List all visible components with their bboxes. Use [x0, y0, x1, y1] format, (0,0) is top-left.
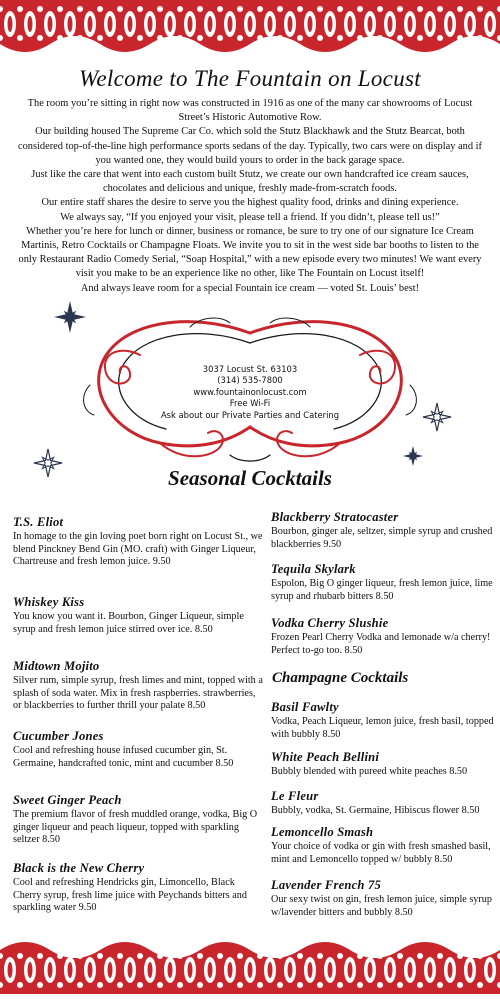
menu-item-name: Black is the New Cherry: [13, 861, 145, 875]
menu-item-description: Our sexy twist on gin, fresh lemon juice, simple syrup w/lavender bitters and bubbly 8.50: [271, 894, 492, 918]
intro-paragraph: Our building housed The Supreme Car Co. which sold the Stutz Blackhawk and the Stutz Bearcat, both considered top-of-the-line high performance sports sedans of the day. Typically, two cars were on display and if you wanted one, they would build yours to order in the back garage space.: [17, 126, 482, 166]
wifi-note: Free Wi-Fi: [229, 398, 271, 409]
menu-item: [13, 793, 263, 847]
menu-item-name: White Peach Bellini: [271, 750, 380, 764]
menu-item-description: Bubbly blended with pureed white peaches 8.50: [271, 766, 468, 777]
intro-paragraph: Our entire staff shares the desire to serve you the highest quality food, drinks and dining experience.: [41, 197, 459, 209]
menu-item: [271, 878, 496, 919]
intro-paragraph: Whether you’re here for lunch or dinner, business or romance, be sure to try one of our signature Ice Cream Martinis, Retro Cocktails or Champagne Floats. We invite you to sit in the west side bar booths to listen to the only Restaurant Radio Comedy Serial, “Soap Hospital,” with a new episode every two minutes! We want every visit you make to be an experience like no other, like The Fountain on Locust itself!: [18, 225, 482, 280]
menu-item-description: The premium flavor of fresh muddled orange, vodka, Big O ginger liqueur and peach liqueur, topped with sparkling seltzer 8.50: [13, 809, 258, 846]
private-parties-note: Ask about our Private Parties and Catering: [160, 409, 340, 420]
menu-item-description: You know you want it. Bourbon, Ginger Liqueur, simple syrup and fresh lemon juice stirred over ice. 8.50: [13, 611, 244, 635]
champagne-cocktails-heading: Champagne Cocktails: [272, 670, 409, 686]
menu-item-name: Basil Fawlty: [271, 700, 339, 714]
page-title: Welcome to The Fountain on Locust: [79, 66, 421, 91]
menu-item: [13, 515, 263, 569]
menu-item-description: Espolon, Big O ginger liqueur, fresh lemon juice, lime syrup and rhubarb bitters 8.50: [271, 578, 493, 602]
top-decorative-border: [0, 0, 500, 52]
menu-item-description: Vodka, Peach Liqueur, lemon juice, fresh basil, topped with bubbly 8.50: [271, 716, 494, 740]
website-link[interactable]: www.fountainonlocust.com: [193, 386, 307, 397]
intro-paragraph: The room you’re sitting in right now was constructed in 1916 as one of the many car showrooms of Locust Street’s Historic Automotive Row.: [27, 98, 473, 124]
menu-item-name: Lemoncello Smash: [271, 825, 374, 839]
menu-item-name: Blackberry Stratocaster: [271, 510, 399, 524]
menu-item-description: Bubbly, vodka, St. Germaine, Hibiscus flower 8.50: [271, 805, 480, 816]
menu-item-name: Midtown Mojito: [13, 659, 100, 673]
intro-paragraph: And always leave room for a special Fountain ice cream — voted St. Louis’ best!: [80, 282, 420, 294]
compass-star-icon: [422, 402, 452, 432]
menu-item-description: Silver rum, simple syrup, fresh limes and mint, topped with a splash of soda water. Mix in fresh raspberries. strawberries, or blackberries to further thrill your palate 8.50: [13, 675, 263, 712]
menu-item-name: Lavender French 75: [271, 878, 381, 892]
lattice-pattern: [0, 942, 500, 994]
seasonal-cocktails-heading: Seasonal Cocktails: [168, 466, 332, 490]
menu-item: [271, 562, 496, 603]
menu-item: [271, 789, 479, 818]
bottom-decorative-border: [0, 942, 500, 994]
menu-item: [271, 616, 496, 657]
menu-item: [271, 825, 496, 866]
intro-paragraph: Just like the care that went into each custom built Stutz, we create our own handcrafted ice cream sauces, chocolates and delicious and unique, freshly made-from-scratch foods.: [31, 169, 469, 195]
menu-item: [271, 510, 496, 551]
lattice-pattern: [0, 0, 500, 52]
menu-item: [13, 729, 263, 770]
menu-item-description: Cool and refreshing house infused cucumber gin, St. Germaine, handcrafted tonic, mint and cucumber 8.50: [13, 745, 234, 769]
menu-item-description: Cool and refreshing Hendricks gin, Limoncello, Black Cherry syrup, fresh lime juice with Peychands bitters and sparkling water 9.50: [13, 877, 247, 914]
menu-item-name: T.S. Eliot: [13, 515, 64, 529]
menu-item-name: Whiskey Kiss: [13, 595, 85, 609]
menu-item: [13, 861, 263, 915]
phone-number: (314) 535-7800: [217, 375, 283, 386]
menu-item-name: Tequila Skylark: [271, 562, 356, 576]
menu-item-name: Sweet Ginger Peach: [13, 793, 122, 807]
menu-item-description: Frozen Pearl Cherry Vodka and lemonade w/a cherry! Perfect to-go too. 8.50: [271, 632, 491, 656]
menu-item-name: Cucumber Jones: [13, 729, 104, 743]
contact-block: [155, 364, 345, 421]
menu-item: [271, 750, 467, 779]
menu-item-name: Le Fleur: [271, 789, 319, 803]
menu-item-name: Vodka Cherry Slushie: [271, 616, 389, 630]
intro-paragraph: We always say, “If you enjoyed your visit, please tell a friend. If you didn’t, please tell us!”: [60, 211, 440, 223]
menu-item: [13, 595, 263, 636]
intro-text: [14, 97, 486, 296]
menu-item: [271, 700, 496, 741]
menu-item: [13, 659, 263, 713]
address: 3037 Locust St. 63103: [202, 364, 298, 374]
menu-item-description: In homage to the gin loving poet born right on Locust St., we blend Pinckney Bend Gin (MO. craft) with Ginger Liqueur, Chartreuse and fresh lemon juice. 9.50: [13, 531, 263, 568]
menu-item-description: Bourbon, ginger ale, seltzer, simple syrup and crushed blackberries 9.50: [271, 526, 493, 550]
menu-item-description: Your choice of vodka or gin with fresh smashed basil, mint and Lemoncello topped w/ bubbly 8.50: [271, 841, 491, 865]
